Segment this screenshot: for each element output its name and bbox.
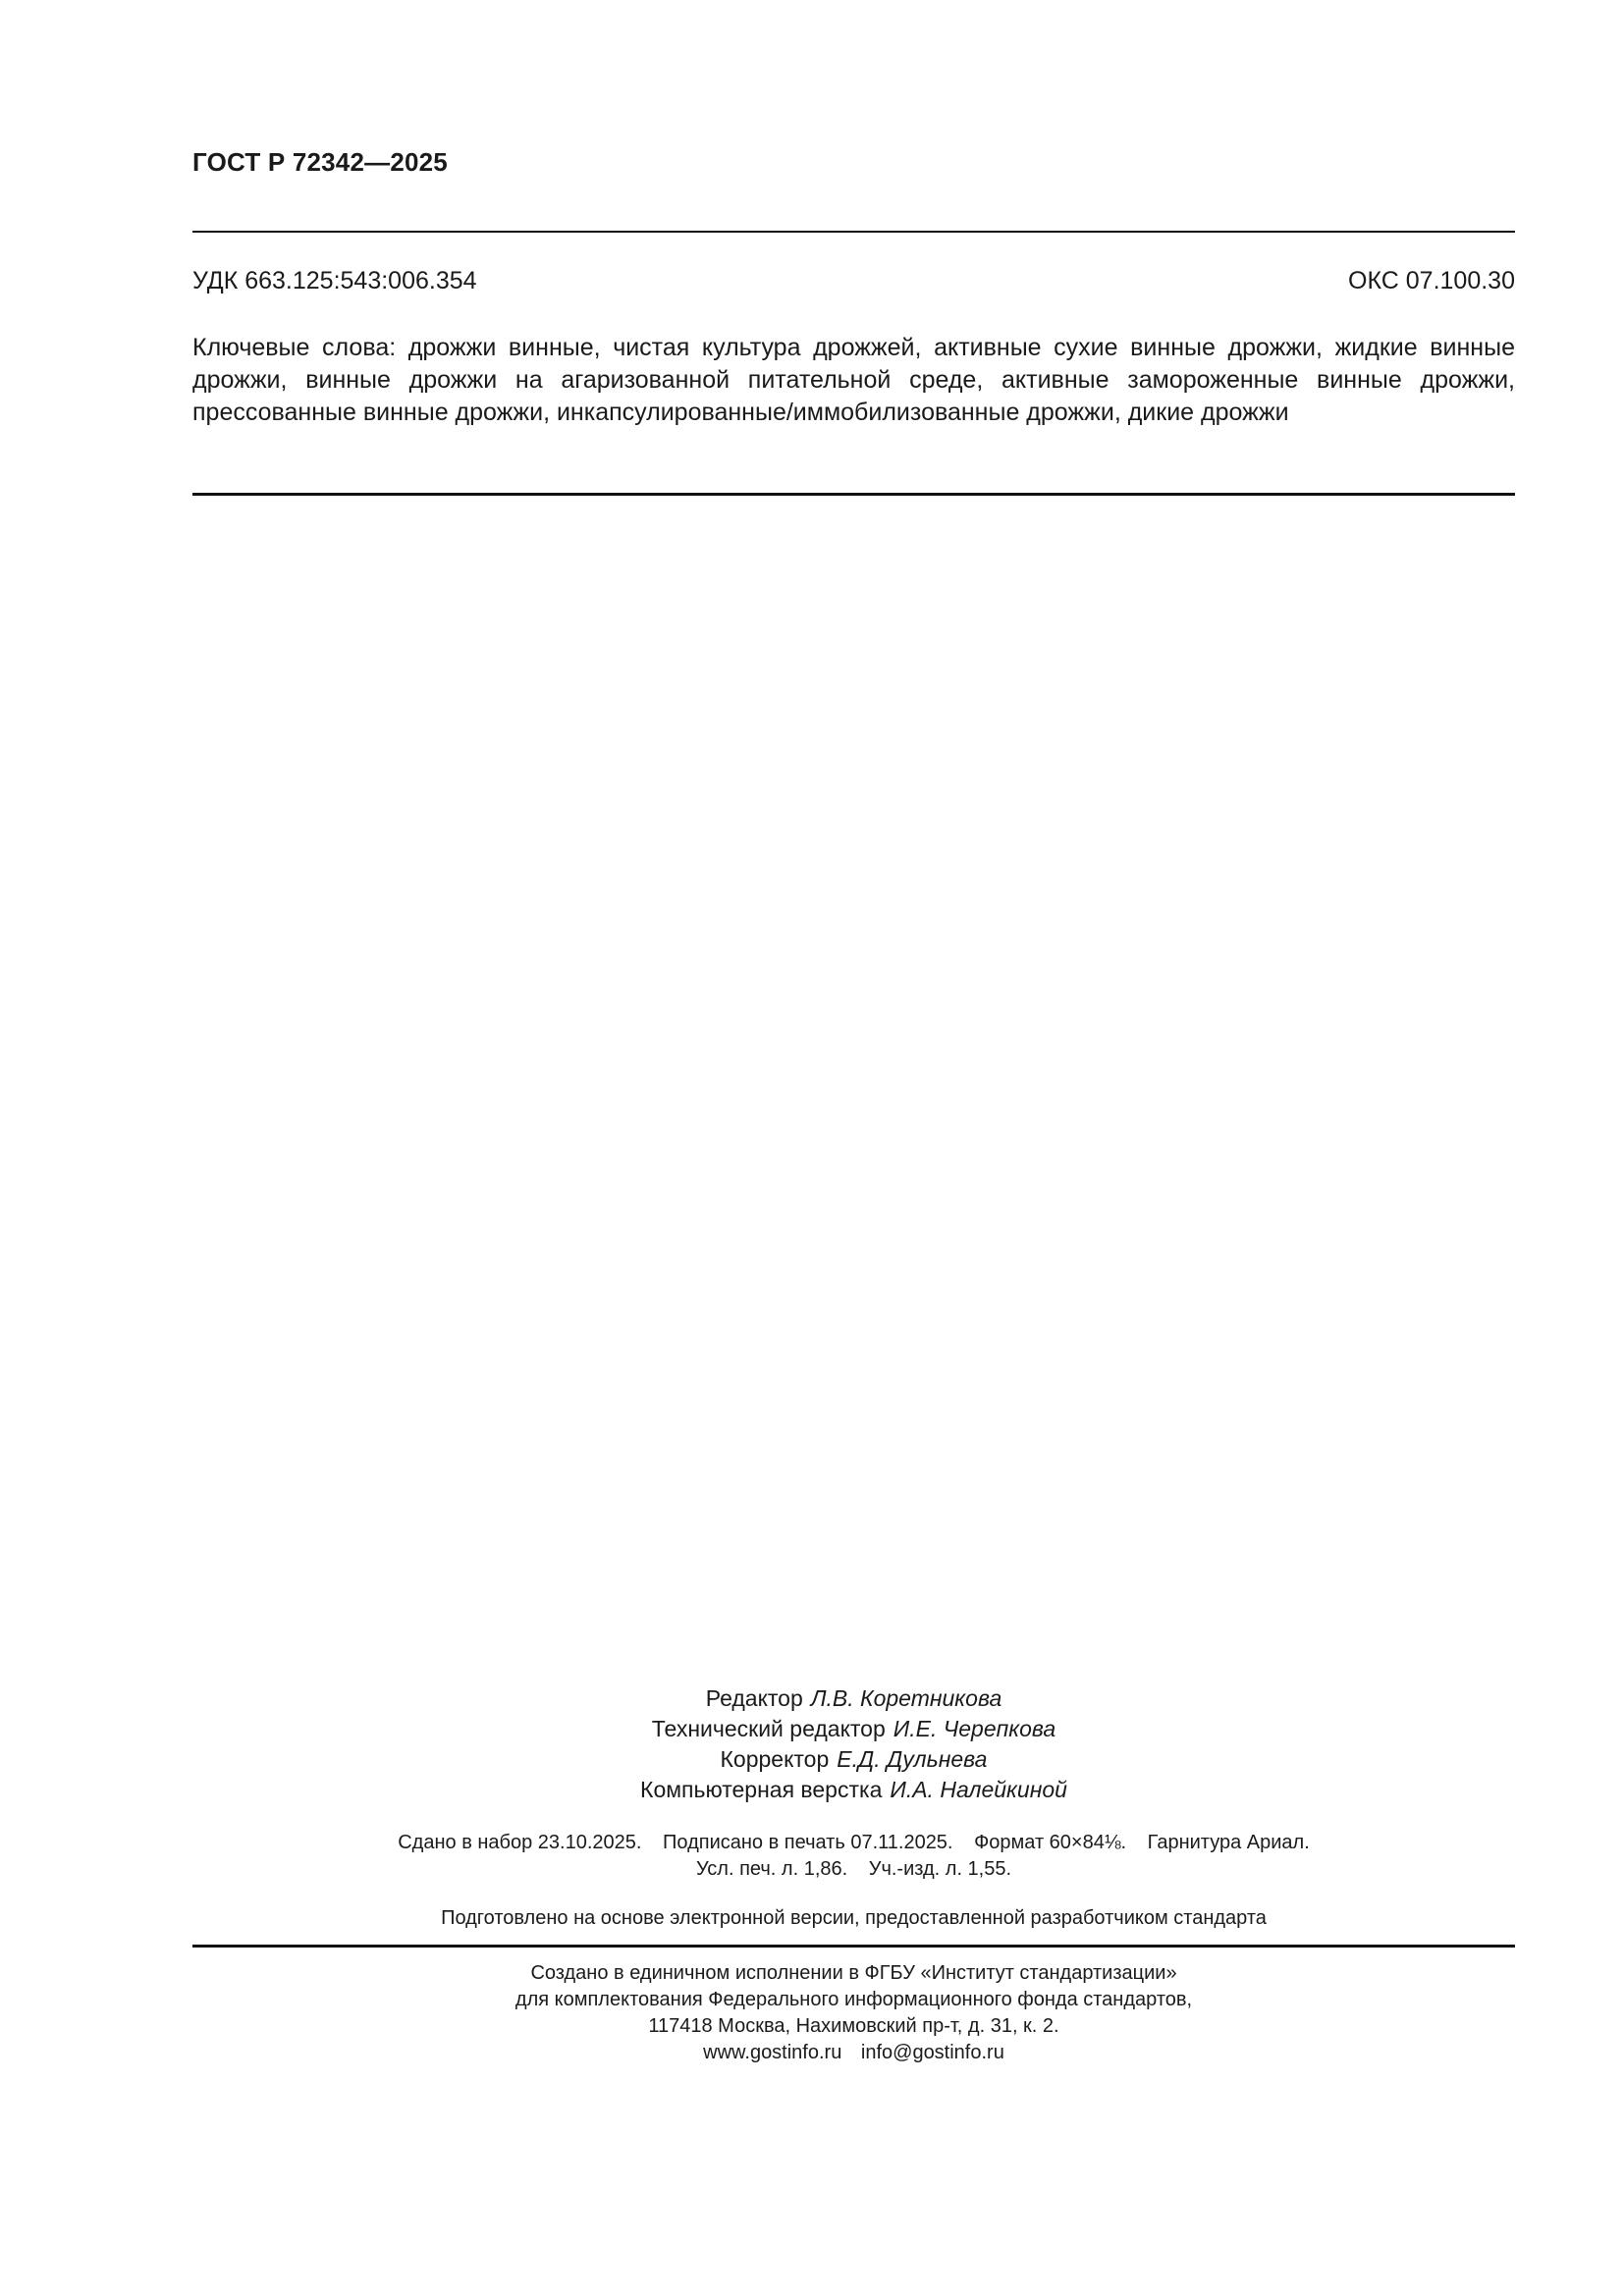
udc-code: УДК 663.125:543:006.354 xyxy=(192,267,477,294)
credit-role: Корректор xyxy=(720,1746,830,1772)
signed-date: Подписано в печать 07.11.2025. xyxy=(663,1832,953,1853)
credit-proofreader xyxy=(192,1744,1515,1775)
credit-role: Технический редактор xyxy=(651,1716,886,1741)
credit-editor xyxy=(192,1683,1515,1714)
typeface: Гарнитура Ариал. xyxy=(1147,1832,1310,1853)
printed-sheets: Усл. печ. л. 1,86. xyxy=(695,1858,848,1880)
print-info-line-1 xyxy=(192,1830,1515,1856)
credit-name: И.А. Налейкиной xyxy=(890,1777,1067,1802)
publisher-line-2: для комплектования Федерального информационного фонда стандартов, xyxy=(514,1989,1193,2010)
print-info xyxy=(192,1830,1515,1883)
credit-name: И.Е. Черепкова xyxy=(893,1716,1056,1741)
classification-row xyxy=(192,267,1515,295)
imprint-divider xyxy=(192,1945,1515,1948)
credit-role: Компьютерная верстка xyxy=(640,1777,883,1802)
oks-code: ОКС 07.100.30 xyxy=(1348,267,1515,294)
credit-technical-editor xyxy=(192,1714,1515,1744)
publisher-address: 117418 Москва, Нахимовский пр-т, д. 31, к. 2. xyxy=(648,2015,1059,2037)
header-divider xyxy=(192,231,1515,233)
paper-format: Формат 60×84⅛. xyxy=(974,1832,1127,1853)
credit-role: Редактор xyxy=(705,1685,803,1711)
editorial-credits xyxy=(192,1683,1515,1805)
email-link[interactable]: info@gostinfo.ru xyxy=(860,2042,1004,2063)
credit-layout xyxy=(192,1775,1515,1805)
keywords-divider xyxy=(192,493,1515,496)
publisher-contacts xyxy=(192,2040,1515,2066)
prepared-note: Подготовлено на основе электронной версии, предоставленной разработчиком стандарта xyxy=(441,1907,1267,1929)
document-page xyxy=(192,0,1515,2296)
publisher-line-1: Создано в единичном исполнении в ФГБУ «Институт стандартизации» xyxy=(530,1962,1177,1984)
publisher-info xyxy=(192,1960,1515,2066)
credit-name: Е.Д. Дульнева xyxy=(837,1746,988,1772)
standard-code: ГОСТ Р 72342—2025 xyxy=(192,147,448,177)
publishing-sheets: Уч.-изд. л. 1,55. xyxy=(868,1858,1012,1880)
keywords-paragraph: Ключевые слова: дрожжи винные, чистая культура дрожжей, активные сухие винные дрожжи, жидкие винные дрожжи, винные дрожжи на агаризованной питательной среде, активные замороженные винные дрожжи, прессованные винные дрожжи, инкапсулированные/иммобилизованные дрожжи, дикие дрожжи xyxy=(192,334,1515,426)
credit-name: Л.В. Коретникова xyxy=(810,1685,1002,1711)
submitted-date: Сдано в набор 23.10.2025. xyxy=(398,1832,642,1853)
print-info-line-2 xyxy=(192,1856,1515,1883)
website-link[interactable]: www.gostinfo.ru xyxy=(703,2042,842,2063)
